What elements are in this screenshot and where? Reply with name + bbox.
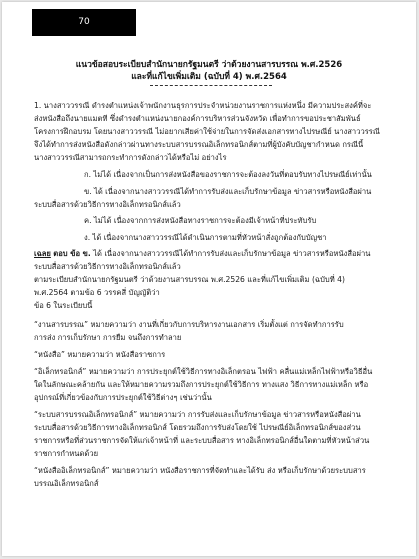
definition-line: “หนังสืออิเล็กทรอนิกส์” หมายความว่า หนังสือราชการที่จัดทำและได้รับ ส่ง หรือเก็บรักษาด้วยระบบสาร	[34, 466, 366, 475]
answer-reference: ตามระเบียบสำนักนายกรัฐมนตรี ว่าด้วยงานสารบรรณ พ.ศ.2526 และที่แก้ไขเพิ่มเติม (ฉบับที่ 4)	[34, 275, 345, 284]
document-page	[2, 2, 416, 556]
answer-choice: ตอบ ข้อ ข.	[53, 249, 91, 258]
definition-line: “หนังสือ” หมายความว่า หนังสือราชการ	[34, 350, 166, 359]
definition-line: “ระบบสารบรรณอิเล็กทรอนิกส์” หมายความว่า การรับส่งและเก็บรักษาข้อมูล ข่าวสารหรือหนังสือผ่าน	[34, 410, 361, 419]
definition-line: อุปกรณ์ที่เกี่ยวข้องกับการประยุกต์ใช้วิธีต่างๆ เช่นว่านั้น	[34, 393, 212, 402]
answer-line	[34, 249, 370, 259]
option-d: ง. ได้ เนื่องจากนางสาววรรณีได้ดำเนินการตามที่หัวหน้าสั่งถูกต้องกับบัญชา	[84, 233, 327, 242]
answer-explanation: ได้ เนื่องจากนางสาววรรณีได้ทำการรับส่งและเก็บรักษาข้อมูล ข่าวสารหรือหนังสือผ่าน	[90, 249, 371, 258]
title-divider	[150, 85, 272, 86]
option-b-continuation: ระบบสื่อสารด้วยวิธีการทางอิเล็กทรอนิกส์แล้ว	[34, 200, 181, 209]
question-line: ส่งหนังสือถึงนายแมตที ซึ่งดำรงตำแหน่งนายกองค์การบริหารส่วนจังหวัด เพื่อทำการขอประชาสัมพันธ์	[34, 114, 361, 123]
question-line: โครงการฝึกอบรม โดยนางสาววรรณี ไม่อยากเสียค่าใช้จ่ายในการจัดส่งเอกสารทางไปรษณีย์ นางสาววรรณี	[34, 127, 380, 136]
definition-line: การส่ง การเก็บรักษา การยืม จนถึงการทำลาย	[34, 333, 182, 342]
definition-line: ใดในลักษณะคล้ายกัน และให้หมายความรวมถึงการประยุกต์ใช้วิธีการ ทางแสง วิธีการทางแม่เหล็ก หรือ	[34, 380, 369, 389]
definition-line: “งานสารบรรณ” หมายความว่า งานที่เกี่ยวกับการบริหารงานเอกสาร เริ่มตั้งแต่ การจัดทำการรับ	[34, 320, 344, 329]
answer-line: ระบบสื่อสารด้วยวิธีการทางอิเล็กทรอนิกส์แล้ว	[34, 262, 181, 271]
option-b: ข. ได้ เนื่องจากนางสาววรรณีได้ทำการรับส่งและเก็บรักษาข้อมูล ข่าวสารหรือหนังสือผ่าน	[84, 187, 372, 196]
page-number-box: 70	[32, 9, 136, 36]
answer-reference: พ.ศ.2564 ตามข้อ 6 วรรคสี่ บัญญัติว่า	[34, 288, 160, 297]
document-subtitle: และที่แก้ไขเพิ่มเติม (ฉบับที่ 4) พ.ศ.2564	[131, 72, 287, 82]
option-a: ก. ไม่ได้ เนื่องจากเป็นการส่งหนังสือของราชการจะต้องลงวันที่ตอบรับทางไปรษณีย์เท่านั้น	[84, 170, 372, 179]
definition-line: บรรณอิเล็กทรอนิกส์	[34, 479, 99, 488]
question-line: 1. นางสาววรรณี ดำรงตำแหน่งเจ้าพนักงานธุรการประจำหน่วยงานราชการแห่งหนึ่ง มีความประสงค์ที่จะ	[34, 101, 372, 110]
answer-key-label: เฉลย	[34, 249, 51, 258]
option-c: ค. ไม่ได้ เนื่องจากการส่งหนังสือทางราชการจะต้องมีเจ้าหน้าที่ประทับรับ	[84, 216, 317, 225]
definition-line: ราชการหรือที่ส่วนราชการจัดให้แก่เจ้าหน้าที่ และระบบสื่อสาร ทางอิเล็กทรอนิกส์อื่นใดตามที่หัวหน้าส่วน	[34, 436, 370, 445]
definition-line: ระบบสื่อสารด้วยวิธีการทางอิเล็กทรอนิกส์ โดยรวมถึงการรับส่งโดยใช้ ไปรษณีย์อิเล็กทรอนิกส์ของส่วน	[34, 423, 361, 432]
question-line: จึงได้ทำการส่งหนังสือดังกล่าวผ่านทางระบบสารบรรณอิเล็กทรอนิกส์ตามที่ผู้บังคับบัญชากำหนด กรณีนี้	[34, 140, 364, 149]
question-line: นางสาววรรณีสามารถกระทำการดังกล่าวได้หรือไม่ อย่างไร	[34, 153, 227, 162]
section-heading: ข้อ 6 ในระเบียบนี้	[34, 301, 93, 310]
definition-line: ราชการกำหนดด้วย	[34, 449, 99, 458]
document-title: แนวข้อสอบระเบียบสำนักนายกรัฐมนตรี ว่าด้วยงานสารบรรณ พ.ศ.2526	[75, 60, 343, 70]
definition-line: “อิเล็กทรอนิกส์” หมายความว่า การประยุกต์ใช้วิธีการทางอิเล็กตรอน ไฟฟ้า คลื่นแม่เหล็กไฟฟ้าหรือวิธีอื่น	[34, 367, 373, 376]
